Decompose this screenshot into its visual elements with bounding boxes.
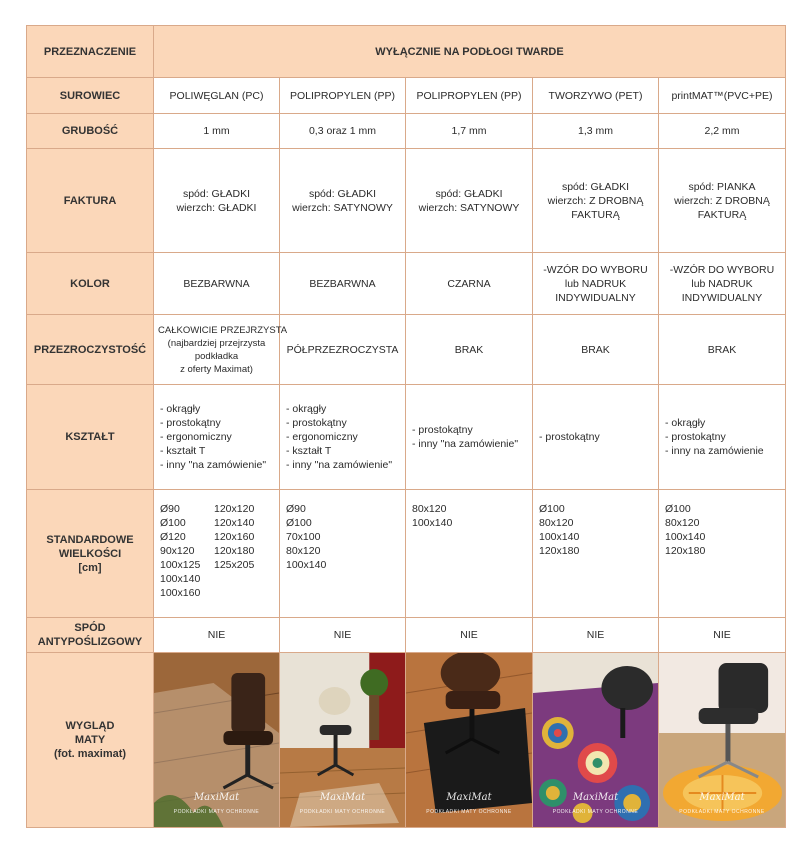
text-line: 120x180 [539, 545, 580, 557]
text-line: Ø100 [665, 503, 691, 515]
text-line: BEZBARWNA [183, 277, 250, 290]
cell-grubosc: 2,2 mm [659, 114, 786, 149]
text-line: 100x140 [412, 517, 453, 529]
label-ksztalt: KSZTAŁT [27, 385, 154, 490]
cell-surowiec: POLIPROPYLEN (PP) [280, 78, 406, 114]
cell-grubosc: 1,7 mm [406, 114, 533, 149]
sizes-column [539, 502, 593, 558]
text-line: WYGLĄD [65, 720, 115, 732]
cell-faktura [533, 149, 659, 253]
text-line: 80x120 [539, 517, 574, 529]
label-surowiec: SUROWIEC [27, 78, 154, 114]
text-line: CZARNA [447, 277, 491, 290]
text-line: [cm] [78, 561, 102, 574]
text-line: spód: GŁADKI [182, 187, 251, 200]
text-line: - inny na zamówienie [665, 445, 764, 457]
cell-wielkosci [533, 490, 659, 618]
text-line: - okrągły [665, 417, 706, 429]
text-line: Ø90 [286, 503, 306, 515]
cell-surowiec: printMAT™(PVC+PE) [659, 78, 786, 114]
text-line: podkładka [194, 350, 239, 362]
text-line: (najbardziej przejrzysta [167, 337, 266, 349]
text-line: - prostokątny [160, 417, 221, 429]
value-przeznaczenie: WYŁĄCZNIE NA PODŁOGI TWARDE [154, 26, 786, 78]
label-przeznaczenie: PRZEZNACZENIE [27, 26, 154, 78]
text-line: BRAK [707, 343, 737, 356]
text-line: 120x180 [214, 545, 255, 557]
text-line: BEZBARWNA [309, 277, 376, 290]
cell-spod: NIE [659, 618, 786, 653]
cell-spod: NIE [280, 618, 406, 653]
text-line: wierzch: Z DROBNĄ [547, 194, 644, 207]
cell-spod: NIE [533, 618, 659, 653]
row-wielkosci [27, 490, 786, 618]
text-line: 100x125 [160, 559, 201, 571]
cell-faktura [406, 149, 533, 253]
text-line: spód: GŁADKI [561, 180, 630, 193]
text-line: WIELKOŚCI [58, 547, 122, 560]
cell-przezroczystosc [659, 315, 786, 385]
text-line: Ø90 [160, 503, 180, 515]
text-line: 125x205 [214, 559, 255, 571]
cell-faktura [280, 149, 406, 253]
text-line: - prostokątny [286, 417, 347, 429]
text-line: spód: GŁADKI [308, 187, 377, 200]
text-line: - kształt T [160, 445, 206, 457]
text-line: ANTYPOŚLIZGOWY [37, 636, 143, 648]
text-line: 80x120 [665, 517, 700, 529]
text-line: -WZÓR DO WYBORU [669, 263, 775, 276]
row-kolor [27, 253, 786, 315]
cell-kolor [154, 253, 280, 315]
label-wyglad [27, 653, 154, 828]
row-surowiec [27, 78, 786, 114]
text-line: 100x140 [539, 531, 580, 543]
sizes-column [286, 502, 340, 572]
text-line: FAKTURĄ [571, 208, 620, 221]
row-przeznaczenie [27, 26, 786, 78]
cell-ksztalt [659, 385, 786, 490]
text-line: INDYWIDUALNY [681, 291, 763, 304]
text-line: wierzch: Z DROBNĄ [674, 194, 770, 207]
text-line: BRAK [581, 343, 610, 356]
cell-wielkosci [154, 490, 280, 618]
mat-photo-black-pp [406, 653, 533, 828]
cell-kolor [280, 253, 406, 315]
text-line: STANDARDOWE [46, 533, 134, 546]
text-line: wierzch: SATYNOWY [292, 201, 393, 214]
comparison-table [26, 25, 786, 828]
cell-przezroczystosc [154, 315, 288, 385]
mat-photo-semi-pp [280, 653, 406, 828]
row-faktura [27, 149, 786, 253]
maximat-logo: MaxiMat PODKŁADKI MATY OCHRONNE [426, 792, 512, 815]
cell-surowiec: POLIWĘGLAN (PC) [154, 78, 280, 114]
text-line: CAŁKOWICIE PRZEJRZYSTA [158, 324, 288, 336]
cell-grubosc: 0,3 oraz 1 mm [280, 114, 406, 149]
text-line: - prostokątny [412, 424, 473, 436]
text-line: 120x180 [665, 545, 706, 557]
text-line: - inny "na zamówienie" [412, 438, 519, 450]
cell-wielkosci [406, 490, 533, 618]
text-line: 120x140 [214, 517, 255, 529]
text-line: - prostokątny [665, 431, 726, 443]
cell-kolor [659, 253, 786, 315]
label-wielkosci [27, 490, 154, 618]
row-wyglad [27, 653, 786, 828]
text-line: 100x160 [160, 587, 201, 599]
cell-spod: NIE [406, 618, 533, 653]
row-ksztalt [27, 385, 786, 490]
text-line: Ø100 [286, 517, 312, 529]
text-line: 100x140 [160, 573, 201, 585]
row-grubosc [27, 114, 786, 149]
label-kolor: KOLOR [27, 253, 154, 315]
mat-photo-printmat [659, 653, 786, 828]
text-line: - inny "na zamówienie" [160, 459, 267, 471]
label-spod [27, 618, 154, 653]
cell-przezroczystosc [533, 315, 659, 385]
text-line: SPÓD [74, 622, 106, 634]
cell-ksztalt [406, 385, 533, 490]
maximat-logo: MaxiMat PODKŁADKI MATY OCHRONNE [299, 792, 386, 815]
text-line: - ergonomiczny [160, 431, 232, 443]
cell-ksztalt [154, 385, 280, 490]
text-line: 90x120 [160, 545, 195, 557]
row-spod [27, 618, 786, 653]
text-line: 120x160 [214, 531, 255, 543]
text-line: z oferty Maximat) [180, 363, 253, 375]
label-grubosc: GRUBOŚĆ [27, 114, 154, 149]
text-line: MATY [74, 734, 106, 746]
text-line: lub NADRUK [691, 277, 753, 290]
cell-grubosc: 1,3 mm [533, 114, 659, 149]
cell-surowiec: TWORZYWO (PET) [533, 78, 659, 114]
cell-spod: NIE [154, 618, 280, 653]
text-line: 80x120 [412, 503, 447, 515]
text-line: FAKTURĄ [697, 208, 747, 221]
label-faktura: FAKTURA [27, 149, 154, 253]
cell-grubosc: 1 mm [154, 114, 280, 149]
maximat-logo: MaxiMat PODKŁADKI MATY OCHRONNE [173, 792, 260, 815]
cell-wielkosci [280, 490, 406, 618]
sizes-column [665, 502, 719, 558]
text-line: - ergonomiczny [286, 431, 358, 443]
text-line: BRAK [454, 343, 484, 356]
text-line: 80x120 [286, 545, 321, 557]
text-line: - okrągły [286, 403, 327, 415]
cell-surowiec: POLIPROPYLEN (PP) [406, 78, 533, 114]
cell-przezroczystosc [406, 315, 533, 385]
text-line: (fot. maximat) [53, 748, 127, 760]
cell-wielkosci [659, 490, 786, 618]
text-line: - kształt T [286, 445, 332, 457]
text-line: 100x140 [286, 559, 327, 571]
text-line: - okrągły [160, 403, 201, 415]
maximat-logo: MaxiMat PODKŁADKI MATY OCHRONNE [552, 792, 639, 815]
text-line: 70x100 [286, 531, 321, 543]
mat-photo-pattern-pet [533, 653, 659, 828]
sizes-column [160, 502, 214, 600]
cell-ksztalt [533, 385, 659, 490]
text-line: 100x140 [665, 531, 706, 543]
text-line: - prostokątny [539, 431, 600, 443]
text-line: Ø120 [160, 531, 186, 543]
cell-przezroczystosc [280, 315, 406, 385]
text-line: - inny "na zamówienie" [286, 459, 393, 471]
text-line: spód: GŁADKI [435, 187, 503, 200]
label-przezroczystosc: PRZEZROCZYSTOŚĆ [27, 315, 154, 385]
text-line: -WZÓR DO WYBORU [543, 263, 648, 276]
text-line: spód: PIANKA [688, 180, 756, 193]
sizes-column [214, 502, 254, 600]
comparison-table-wrapper [26, 25, 785, 827]
cell-kolor [533, 253, 659, 315]
cell-kolor [406, 253, 533, 315]
maximat-logo: MaxiMat PODKŁADKI MATY OCHRONNE [679, 792, 765, 815]
mat-photo-clear-pc [154, 653, 280, 828]
cell-ksztalt [280, 385, 406, 490]
cell-faktura [154, 149, 280, 253]
text-line: Ø100 [160, 517, 186, 529]
text-line: wierzch: GŁADKI [176, 201, 257, 214]
text-line: lub NADRUK [564, 277, 627, 290]
text-line: PÓŁPRZEZROCZYSTA [286, 343, 399, 356]
text-line: 120x120 [214, 503, 255, 515]
row-przezroczystosc [27, 315, 786, 385]
cell-faktura [659, 149, 786, 253]
text-line: INDYWIDUALNY [555, 291, 636, 304]
text-line: Ø100 [539, 503, 565, 515]
sizes-column [412, 502, 466, 530]
text-line: wierzch: SATYNOWY [418, 201, 520, 214]
